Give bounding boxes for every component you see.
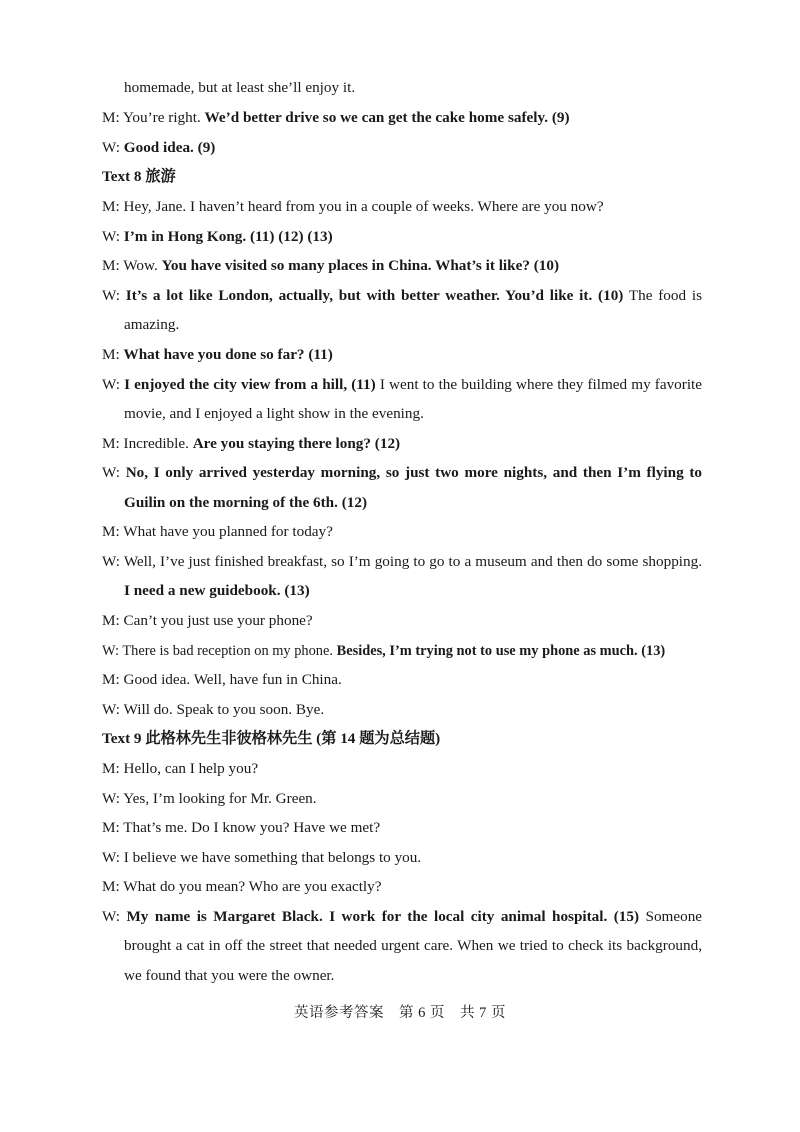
dialogue-line	[102, 286, 702, 306]
line-text: Hello, can I help you?	[123, 760, 259, 777]
line-text: What have you planned for today?	[123, 523, 333, 540]
answer-highlight: Are you staying there long? (12)	[192, 435, 401, 452]
answer-highlight: You have visited so many places in China. What’s it like? (10)	[161, 257, 560, 274]
dialogue-line	[102, 138, 702, 158]
speaker-label: M:	[102, 257, 120, 274]
line-text: Well, I’ve just finished breakfast, so I’m going to go to a museum and then do some shopping.	[123, 553, 702, 570]
speaker-label: M:	[102, 760, 120, 777]
line-text: I believe we have something that belongs to you.	[123, 849, 422, 866]
speaker-label: W:	[102, 376, 120, 393]
speaker-label: W:	[102, 790, 120, 807]
dialogue-line	[102, 789, 702, 809]
dialogue-continuation: we found that you were the owner.	[124, 967, 335, 984]
dialogue-continuation: brought a cat in off the street that needed urgent care. When we tried to check its background,	[124, 937, 702, 954]
speaker-label: M:	[102, 878, 120, 895]
speaker-label: W:	[102, 849, 120, 866]
answer-highlight: What have you done so far? (11)	[123, 346, 333, 363]
dialogue-line	[102, 848, 702, 868]
speaker-label: W:	[102, 908, 120, 925]
dialogue-line	[102, 700, 702, 720]
dialogue-continuation: Guilin on the morning of the 6th. (12)	[124, 494, 368, 511]
dialogue-line	[102, 227, 702, 247]
speaker-label: M:	[102, 819, 120, 836]
dialogue-line	[102, 463, 702, 483]
speaker-label: M:	[102, 671, 120, 688]
answer-highlight: No, I only arrived yesterday morning, so just two more nights, and then I’m flying to	[125, 464, 703, 481]
answer-highlight: I’m in Hong Kong. (11) (12) (13)	[123, 228, 333, 245]
speaker-label: W:	[102, 701, 120, 718]
speaker-label: M:	[102, 198, 120, 215]
speaker-label: W:	[102, 139, 120, 156]
dialogue-line	[102, 256, 702, 276]
line-text: That’s me. Do I know you? Have we met?	[123, 819, 381, 836]
dialogue-line	[102, 345, 702, 365]
dialogue-line	[102, 611, 702, 631]
dialogue-line	[102, 552, 702, 572]
speaker-label: W:	[102, 287, 120, 304]
speaker-label: M:	[102, 109, 120, 126]
speaker-label: M:	[102, 435, 120, 452]
dialogue-line	[102, 877, 702, 897]
dialogue-line	[102, 670, 702, 690]
line-text: There is bad reception on my phone.	[122, 643, 333, 659]
line-text: The food is	[628, 287, 702, 304]
line-text: Can’t you just use your phone?	[123, 612, 313, 629]
speaker-label: W:	[102, 464, 120, 481]
line-text: Someone	[645, 908, 703, 925]
dialogue-line	[102, 818, 702, 838]
answer-highlight: My name is Margaret Black. I work for the local city animal hospital. (15)	[126, 908, 640, 925]
speaker-label: W:	[102, 228, 120, 245]
speaker-label: W:	[102, 553, 120, 570]
answer-highlight: Good idea. (9)	[123, 139, 216, 156]
line-text: I went to the building where they filmed my favorite	[379, 376, 703, 393]
line-text: Good idea. Well, have fun in China.	[123, 671, 342, 688]
speaker-label: W:	[102, 643, 120, 659]
answer-highlight: Besides, I’m trying not to use my phone as much. (13)	[336, 643, 666, 659]
line-text: Wow.	[123, 257, 158, 274]
page-footer: 英语参考答案 第 6 页 共 7 页	[294, 1005, 506, 1021]
answer-highlight: We’d better drive so we can get the cake home safely. (9)	[204, 109, 570, 126]
dialogue-line	[102, 907, 702, 927]
dialogue-continuation: movie, and I enjoyed a light show in the evening.	[124, 405, 424, 422]
dialogue-line	[102, 522, 702, 542]
line-text: Yes, I’m looking for Mr. Green.	[123, 790, 317, 807]
dialogue-line	[102, 197, 702, 217]
line-text: Hey, Jane. I haven’t heard from you in a couple of weeks. Where are you now?	[123, 198, 604, 215]
dialogue-line	[102, 759, 702, 779]
line-text: Incredible.	[123, 435, 189, 452]
section-heading-text-8: Text 8 旅游	[102, 168, 176, 185]
line-text: What do you mean? Who are you exactly?	[123, 878, 382, 895]
line-text: Will do. Speak to you soon. Bye.	[123, 701, 325, 718]
speaker-label: M:	[102, 523, 120, 540]
dialogue-continuation: amazing.	[124, 316, 180, 333]
dialogue-continuation: homemade, but at least she’ll enjoy it.	[124, 79, 356, 96]
section-heading-text-9: Text 9 此格林先生非彼格林先生 (第 14 题为总结题)	[102, 730, 441, 747]
dialogue-continuation: I need a new guidebook. (13)	[124, 582, 310, 599]
dialogue-line	[102, 108, 702, 128]
speaker-label: M:	[102, 346, 120, 363]
dialogue-line	[102, 434, 702, 454]
answer-highlight: I enjoyed the city view from a hill, (11)	[124, 376, 376, 393]
line-text: You’re right.	[122, 109, 201, 126]
dialogue-line	[102, 641, 702, 661]
dialogue-line	[102, 375, 702, 395]
speaker-label: M:	[102, 612, 120, 629]
answer-highlight: It’s a lot like London, actually, but with better weather. You’d like it. (10)	[125, 287, 624, 304]
